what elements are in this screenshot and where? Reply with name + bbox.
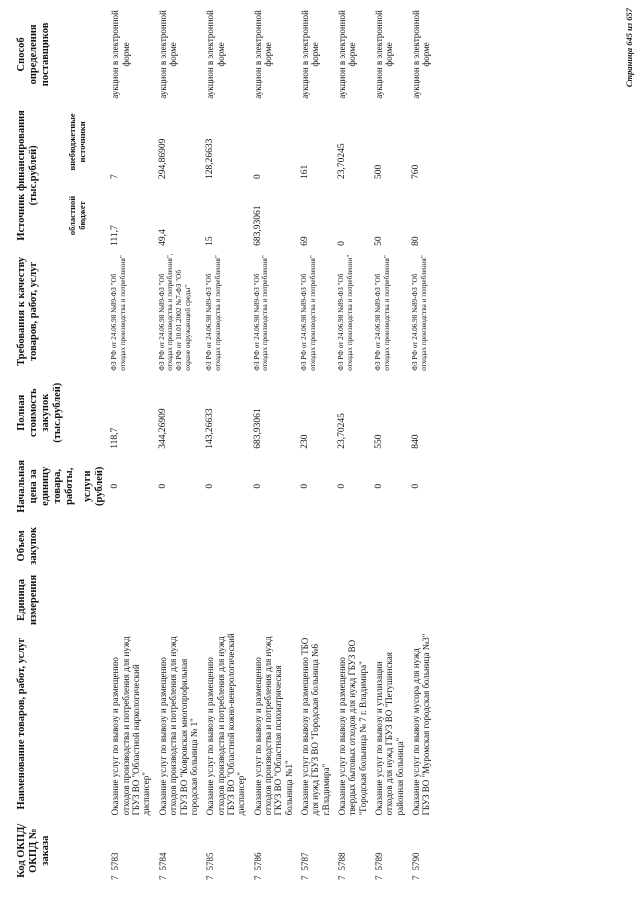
table-row: [110, 7, 157, 883]
header-unit: Единица измерения: [16, 574, 40, 626]
cell-budget: 111,7: [110, 225, 121, 246]
cell-req: ФЗ РФ от 24.06.98 №89-ФЗ "Об отходах производства и потребления", ФЗ РФ от 10.01.2002 №7-ФЗ "Об охране окружающей среды": [157, 253, 192, 371]
cell-total: 143,26633: [205, 408, 216, 449]
cell-method: аукцион в электронной форме: [299, 10, 321, 99]
cell-method: аукцион в электронной форме: [374, 10, 395, 99]
header-price: [14, 452, 110, 521]
cell-budget: 69: [299, 236, 310, 246]
cell-extra: 294,86909: [157, 138, 168, 180]
cell-extra: 128,26633: [205, 138, 216, 180]
cell-order-number: 5786: [252, 852, 263, 871]
table-row: [158, 7, 205, 883]
table-row: [337, 7, 374, 883]
cell-unit: [205, 571, 252, 629]
cell-budget: 0: [336, 241, 347, 246]
header-price-main: Начальная цена за единицу товара, работы,: [16, 459, 76, 513]
cell-code: [253, 818, 300, 883]
cell-price: 0: [411, 483, 422, 489]
cell-budget: 15: [205, 236, 216, 246]
header-total: Полная стоимость закупок (тыс.рублей): [16, 382, 64, 443]
cell-code-prefix: 7: [205, 875, 216, 880]
page-footer: Страница 645 из 657: [624, 8, 634, 88]
cell-code: [374, 818, 411, 883]
cell-volume: [158, 521, 205, 571]
cell-total: 230: [299, 434, 310, 449]
cell-code-prefix: 7: [336, 875, 347, 880]
cell-name: Оказание услуг по вывозу мусора для нужд ГБУЗ ВО "Муромская городская больница №3": [411, 633, 432, 816]
cell-price: 0: [299, 483, 310, 489]
cell-method: аукцион в электронной форме: [110, 10, 131, 99]
cell-volume: [337, 521, 374, 571]
procurement-table: [14, 7, 438, 883]
cell-name: Оказание услуг по вывозу и утилизации отходов для нужд ГБУЗ ВО "Петушинская районная больница": [374, 652, 405, 816]
header-code: Код ОКПД/ ОКПД № заказа: [16, 823, 52, 878]
cell-unit: [158, 571, 205, 629]
cell-price: 0: [157, 483, 168, 489]
cell-price: 0: [252, 483, 263, 489]
cell-unit: [300, 571, 337, 629]
cell-code-prefix: 7: [374, 875, 384, 880]
cell-method: аукцион в электронной форме: [157, 10, 179, 99]
cell-unit: [110, 571, 157, 629]
cell-code: [205, 818, 252, 883]
cell-order-number: 5784: [157, 852, 168, 871]
cell-volume: [300, 521, 337, 571]
header-method: Способ определения поставщиков: [16, 22, 52, 87]
cell-price: 0: [110, 483, 121, 489]
header-row: [14, 7, 68, 883]
cell-method: аукцион в электронной форме: [336, 10, 358, 99]
cell-order-number: 5790: [411, 852, 422, 871]
cell-code: [300, 818, 337, 883]
cell-extra: 760: [411, 164, 422, 180]
cell-volume: [253, 521, 300, 571]
cell-price: 0: [336, 483, 347, 489]
table-row: [374, 7, 411, 883]
cell-method: аукцион в электронной форме: [205, 10, 226, 99]
header-extra: внебюджетные источники: [67, 113, 87, 171]
header-name: Наименование товаров, работ, услуг: [16, 637, 27, 810]
cell-price: 0: [374, 483, 384, 489]
cell-req: ФЗ РФ от 24.06.98 №89-ФЗ "Об отходах производства и потребления": [252, 255, 270, 371]
cell-total: 683,93061: [252, 408, 263, 449]
cell-unit: [411, 571, 438, 629]
cell-code-prefix: 7: [411, 875, 422, 880]
cell-volume: [374, 521, 411, 571]
cell-req: ФЗ РФ от 24.06.98 №89-ФЗ "Об отходах производства и потреблении": [336, 254, 354, 371]
cell-code-prefix: 7: [157, 875, 168, 880]
cell-extra: 500: [374, 164, 384, 180]
cell-code: [411, 818, 438, 883]
cell-total: 23,70245: [336, 413, 347, 449]
cell-code-prefix: 7: [299, 875, 310, 880]
cell-price: 0: [205, 483, 216, 489]
cell-order-number: 5789: [374, 852, 384, 871]
cell-volume: [205, 521, 252, 571]
cell-extra: 0: [252, 174, 263, 180]
cell-req: ФЗ РФ от 24.06.98 №89-ФЗ "Об отходах производства и потребления": [374, 255, 391, 371]
cell-req: ФЗ РФ от 24.06.98 №89-ФЗ "Об отходах производства и потребления": [411, 255, 428, 371]
table-row: [205, 7, 252, 883]
table-row: [253, 7, 300, 883]
cell-code-prefix: 7: [110, 875, 121, 880]
cell-extra: 23,70245: [336, 143, 347, 180]
cell-unit: [374, 571, 411, 629]
cell-name: Оказание услуг по вывозу и размещению отходов производства и потребления для нужд ГБУЗ ВО "Областной наркологический диспансер": [110, 636, 152, 816]
cell-extra: 7: [110, 174, 121, 180]
cell-unit: [337, 571, 374, 629]
table-row: [300, 7, 337, 883]
cell-budget: 50: [374, 236, 384, 246]
cell-order-number: 5785: [205, 852, 216, 871]
cell-req: ФЗ РФ от 24.06.98 №89-ФЗ "Об отходах производства и потребления": [110, 255, 128, 371]
cell-code: [158, 818, 205, 883]
header-requirements: Требования к качеству товаров, работ, услуг: [16, 256, 40, 366]
cell-name: Оказание услуг по вывозу и размещению твердых бытовых отходов для нужд ГБУЗ ВО "Городская больница № 7 г. Владимира": [336, 639, 368, 816]
cell-total: 118,7: [110, 427, 121, 449]
cell-req: ФЗ РФ от 24.06.98 №89-ФЗ "Об отходах производства и потребления": [205, 255, 222, 371]
cell-req: ФЗ РФ от 24.06.98 №89-ФЗ "Об отходах производства и потребления": [299, 255, 317, 371]
header-financing: Источник финансирования (тыс.рублей): [16, 110, 40, 241]
cell-order-number: 5787: [299, 852, 310, 871]
table-row: [411, 7, 438, 883]
table-body: [110, 7, 437, 883]
cell-name: Оказание услуг по вывозу и размещению отходов производства и потребления для нужд ГБУЗ ВО "Ковровская многопрофильная городская больница № 1": [157, 636, 199, 816]
cell-code-prefix: 7: [252, 875, 263, 880]
header-volume: Объем закупок: [16, 526, 40, 565]
cell-name: Оказание услуг по вывозу и размещению отходов производства и потребления для нужд ГКУЗ ВО "Областная психиатрическая больница №1": [252, 636, 294, 816]
cell-extra: 161: [299, 164, 310, 180]
cell-order-number: 5783: [110, 852, 121, 871]
cell-volume: [411, 521, 438, 571]
cell-code: [337, 818, 374, 883]
cell-unit: [253, 571, 300, 629]
cell-volume: [110, 521, 157, 571]
cell-total: 344,26909: [157, 408, 168, 449]
cell-code: [110, 818, 157, 883]
cell-total: 550: [374, 434, 384, 449]
cell-budget: 683,93061: [252, 205, 263, 246]
cell-method: аукцион в электронной форме: [411, 10, 432, 99]
cell-name: Оказание услуг по вывозу и размещению отходов производства и потребления для нужд ГБУЗ ВО "Областной кожно-венерологический диспансер": [205, 633, 247, 816]
cell-budget: 49,4: [157, 229, 168, 246]
header-budget: областной бюджет: [67, 195, 87, 236]
header-price-sub: услуги (рублей): [82, 466, 106, 506]
cell-total: 840: [411, 434, 422, 449]
cell-method: аукцион в электронной форме: [252, 10, 273, 99]
cell-budget: 80: [411, 236, 422, 246]
cell-order-number: 5788: [336, 852, 347, 871]
cell-name: Оказание услуг по вывозу и размещению ТБО для нужд ГБУЗ ВО "Городская больница №6 г.Владимира": [299, 637, 331, 816]
